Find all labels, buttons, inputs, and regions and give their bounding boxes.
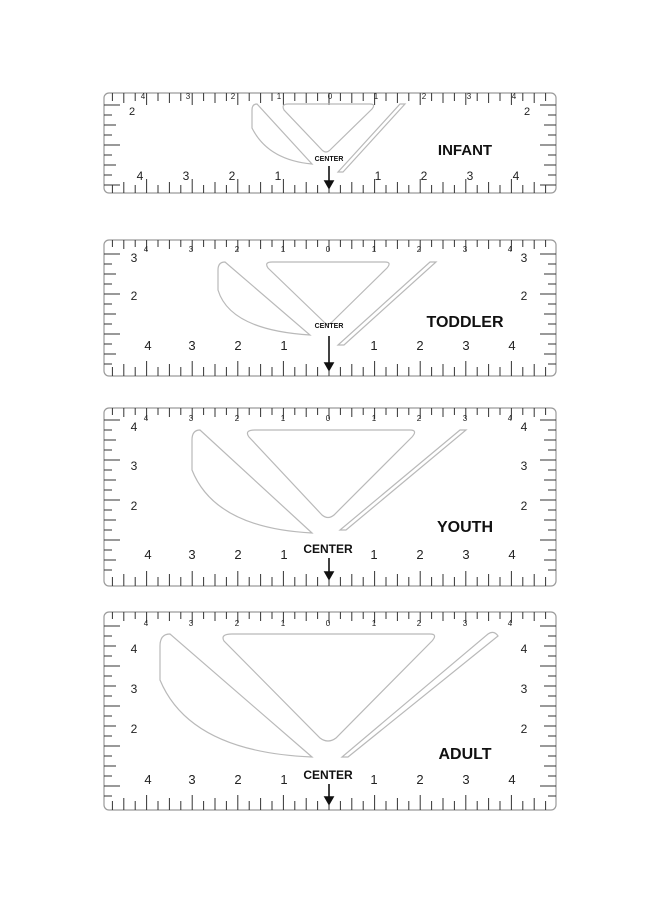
top-number: 4	[507, 619, 513, 628]
top-number: 3	[462, 619, 468, 628]
right-number: 2	[523, 106, 531, 118]
top-number: 1	[280, 414, 286, 423]
top-number: 1	[373, 92, 379, 101]
ruler-infant	[104, 92, 556, 193]
bottom-number: 1	[370, 547, 378, 562]
top-number: 2	[234, 619, 240, 628]
size-label: TODDLER	[426, 314, 504, 331]
bottom-number: 3	[462, 547, 470, 562]
bottom-number: 4	[508, 547, 516, 562]
top-number: 3	[188, 619, 194, 628]
top-number: 1	[280, 245, 286, 254]
top-number: 0	[327, 92, 333, 101]
bottom-number: 1	[280, 772, 288, 787]
size-label: ADULT	[438, 746, 492, 763]
top-number: 1	[371, 619, 377, 628]
top-number: 2	[416, 414, 422, 423]
left-number: 2	[128, 106, 136, 118]
left-number: 4	[130, 642, 138, 656]
top-number: 4	[143, 245, 149, 254]
bottom-number: 2	[416, 547, 424, 562]
size-label: INFANT	[437, 142, 493, 159]
center-label: CENTER	[303, 768, 353, 782]
bottom-number: 1	[374, 169, 382, 183]
top-number: 4	[143, 619, 149, 628]
bottom-number: 3	[188, 772, 196, 787]
left-number: 3	[130, 682, 138, 696]
top-number: 3	[462, 245, 468, 254]
bottom-number: 3	[466, 169, 474, 183]
top-number: 2	[421, 92, 427, 101]
ruler-youth	[104, 408, 556, 586]
top-number: 1	[280, 619, 286, 628]
bottom-number: 2	[420, 169, 428, 183]
bottom-number: 1	[274, 169, 282, 183]
right-number: 3	[520, 251, 528, 265]
left-number: 3	[130, 251, 138, 265]
size-label: YOUTH	[437, 519, 493, 536]
top-number: 3	[466, 92, 472, 101]
bottom-number: 4	[144, 547, 152, 562]
left-number: 2	[130, 499, 138, 513]
bottom-number: 3	[188, 338, 196, 353]
bottom-number: 2	[234, 338, 242, 353]
bottom-number: 4	[512, 169, 520, 183]
top-number: 0	[325, 245, 331, 254]
bottom-number: 4	[508, 772, 516, 787]
bottom-number: 2	[228, 169, 236, 183]
bottom-number: 1	[370, 338, 378, 353]
left-number: 4	[130, 420, 138, 434]
ruler-body	[104, 240, 556, 376]
left-number: 3	[130, 459, 138, 473]
top-number: 2	[234, 414, 240, 423]
top-number: 0	[325, 619, 331, 628]
bottom-number: 2	[416, 338, 424, 353]
top-number: 3	[462, 414, 468, 423]
center-label: CENTER	[314, 156, 344, 163]
top-number: 1	[371, 414, 377, 423]
top-number: 3	[188, 245, 194, 254]
right-number: 4	[520, 420, 528, 434]
center-label: CENTER	[303, 542, 353, 556]
bottom-number: 2	[234, 547, 242, 562]
top-number: 1	[371, 245, 377, 254]
right-number: 4	[520, 642, 528, 656]
bottom-number: 3	[462, 338, 470, 353]
right-number: 2	[520, 289, 528, 303]
bottom-number: 2	[416, 772, 424, 787]
bottom-number: 1	[280, 547, 288, 562]
top-number: 3	[188, 414, 194, 423]
ruler-adult	[104, 612, 556, 810]
top-number: 2	[416, 619, 422, 628]
bottom-number: 1	[280, 338, 288, 353]
center-label: CENTER	[314, 323, 344, 330]
top-number: 0	[325, 414, 331, 423]
right-number: 2	[520, 722, 528, 736]
top-number: 1	[276, 92, 282, 101]
top-number: 3	[185, 92, 191, 101]
left-number: 2	[130, 289, 138, 303]
ruler-body	[104, 408, 556, 586]
bottom-number: 3	[462, 772, 470, 787]
top-number: 4	[507, 414, 513, 423]
top-number: 4	[140, 92, 146, 101]
top-number: 2	[416, 245, 422, 254]
bottom-number: 2	[234, 772, 242, 787]
ruler-toddler	[104, 240, 556, 376]
top-number: 4	[507, 245, 513, 254]
top-number: 2	[234, 245, 240, 254]
bottom-number: 4	[144, 772, 152, 787]
right-number: 2	[520, 499, 528, 513]
top-number: 4	[511, 92, 517, 101]
top-number: 2	[230, 92, 236, 101]
bottom-number: 1	[370, 772, 378, 787]
bottom-number: 4	[508, 338, 516, 353]
top-number: 4	[143, 414, 149, 423]
left-number: 2	[130, 722, 138, 736]
right-number: 3	[520, 459, 528, 473]
right-number: 3	[520, 682, 528, 696]
bottom-number: 4	[136, 169, 144, 183]
bottom-number: 3	[182, 169, 190, 183]
bottom-number: 3	[188, 547, 196, 562]
bottom-number: 4	[144, 338, 152, 353]
